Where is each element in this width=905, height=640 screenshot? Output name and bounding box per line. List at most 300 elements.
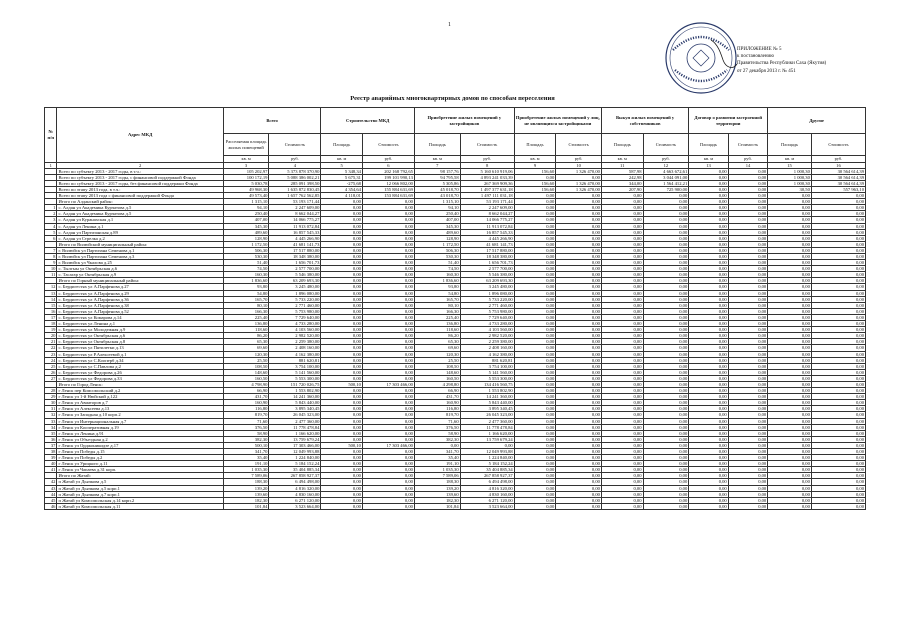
row-value: 1 896 080,00 [460,290,514,296]
row-value: 0,00 [362,418,414,424]
row-value: 0,00 [689,467,728,473]
row-value: 3 523 664,00 [460,503,514,509]
row-value: 0,00 [514,430,556,436]
row-value: 0,00 [556,497,602,503]
row-value: 30 564 614,39 [811,168,865,174]
row-number: 44 [45,491,57,497]
row-value: 0,00 [321,333,363,339]
row-address: г. Вилюйск ул Чкалова д.25 [57,260,223,266]
row-value: 4 445 266,90 [460,235,514,241]
row-value: 0,00 [362,308,414,314]
row-value: 0,00 [728,321,768,327]
row-value: 0,00 [514,241,556,247]
row-address: г Ленск ул Авиаторов д.7 [57,400,223,406]
row-value: 819,70 [223,412,269,418]
page-number: 1 [448,22,451,28]
row-value: 267 858 927,37 [460,473,514,479]
row-value: 5 373 878 370,90 [269,168,321,174]
row-value: 1 635 872 830,45 [269,186,321,192]
row-value: 3 245 480,00 [460,284,514,290]
row-value: 0,00 [362,388,414,394]
row-value: 0,00 [689,260,728,266]
row-value: 0,00 [601,400,643,406]
row-value: 376,50 [223,424,269,430]
row-value: 0,00 [601,467,643,473]
row-value: 136,80 [414,321,460,327]
row-value: 0,00 [689,296,728,302]
row-address: г Ленск ул Кооперативная д.19 [57,424,223,430]
row-value: 0,00 [601,436,643,442]
row-value: 2 247 609,00 [460,205,514,211]
row-value: 0,00 [689,436,728,442]
row-value: 0,00 [321,351,363,357]
approval-line: ПРИЛОЖЕНИЕ № 5 [737,47,782,52]
row-value: 0,00 [556,479,602,485]
row-value: 25,50 [223,357,269,363]
row-value: 0,00 [768,418,812,424]
row-value: 0,00 [321,461,363,467]
row-value: 0,00 [556,302,602,308]
row-value: 0,00 [768,278,812,284]
row-value: 0,00 [601,491,643,497]
row-value: 0,00 [689,430,728,436]
row-value: 0,00 [601,369,643,375]
row-value: 0,00 [601,278,643,284]
row-value: 0,00 [556,394,602,400]
row-value: 0,00 [643,485,689,491]
row-value: 0,00 [514,266,556,272]
row-value: 0,00 [768,296,812,302]
row-value: 202 168 792,65 [362,168,414,174]
row-value: 0,00 [768,260,812,266]
row-value: 0,00 [321,467,363,473]
row-value: 5 184 152,24 [460,461,514,467]
row-value: 116,80 [223,406,269,412]
row-number: 20 [45,333,57,339]
row-value: 2 259 380,00 [269,339,321,345]
row-value: 160,30 [223,272,269,278]
row-number: 46 [45,503,57,509]
row-value: 0,00 [362,284,414,290]
header-other: Другие [768,108,866,134]
row-value: 0,00 [556,241,602,247]
row-value: 0,00 [514,381,556,387]
row-value: 0,00 [643,296,689,302]
row-value: 0,00 [768,223,812,229]
row-value: 0,00 [514,217,556,223]
row-value: 407,00 [414,217,460,223]
row-value: 120,30 [414,351,460,357]
row-value: 0,00 [728,375,768,381]
row-value: 1 224 840,00 [269,455,321,461]
row-value: 0,00 [811,503,865,509]
row-value: 0,00 [643,479,689,485]
row-value: 136,80 [223,321,269,327]
row-value: 0,00 [321,327,363,333]
registry-table [44,107,866,510]
row-value: 191,10 [414,461,460,467]
row-value: 35,40 [223,455,269,461]
row-value: 0,00 [321,412,363,418]
row-value: 0,00 [556,314,602,320]
row-address: с. Алдан ул Академика Курчатова д.5 [57,211,223,217]
row-value: 86,20 [414,333,460,339]
row-value: 0,00 [643,345,689,351]
row-value: 587,98 [601,168,643,174]
row-value: 0,00 [362,375,414,381]
row-value: 0,00 [362,247,414,253]
row-address: г Ленск ул Победы д.15 [57,449,223,455]
row-value: 0,00 [414,442,460,448]
row-number: 10 [45,266,57,272]
row-address: с. Бердигестях ул А.Парфенова д.29 [57,290,223,296]
row-value: 6 271 120,00 [269,497,321,503]
row-value: 0,00 [321,223,363,229]
row-value: 0,00 [514,479,556,485]
row-value: 0,00 [689,388,728,394]
row-value: 0,00 [362,296,414,302]
row-value: 725 900,00 [643,186,689,192]
row-value: 0,00 [728,223,768,229]
header-unit: кв. м [689,156,728,163]
row-value: 0,00 [768,345,812,351]
row-value: 0,00 [768,388,812,394]
row-value: 0,00 [643,363,689,369]
row-value: 101,84 [223,503,269,509]
row-value: 0,00 [362,205,414,211]
row-address: Итого по Алданский район: [57,199,223,205]
row-value: 0,00 [321,308,363,314]
row-value: 0,00 [689,375,728,381]
row-value: 0,00 [514,406,556,412]
row-value: 0,00 [643,339,689,345]
row-value: 0,00 [689,186,728,192]
row-value: 0,00 [321,345,363,351]
row-value: 0,00 [689,333,728,339]
row-value: 0,00 [514,314,556,320]
row-value: 0,00 [811,461,865,467]
row-value: 0,00 [321,266,363,272]
row-value: 86,20 [223,333,269,339]
row-number: 31 [45,406,57,412]
row-value: 0,00 [556,436,602,442]
row-value: 0,00 [362,290,414,296]
header-cost: Стоимость [362,134,414,156]
row-value: 0,00 [811,345,865,351]
row-value: 0,00 [556,193,602,199]
row-value: 0,00 [768,375,812,381]
row-value: 0,00 [556,290,602,296]
row-value: 5 733 220,00 [269,296,321,302]
row-value: 500,10 [321,381,363,387]
row-value: 80,10 [414,302,460,308]
row-value: 0,00 [321,357,363,363]
row-address: с. Алдан ул Академика Курчатова д.5 [57,205,223,211]
row-value: 199 101 990,13 [362,174,414,180]
row-address: г Ленск ул Объездная д.2 [57,436,223,442]
row-value: 341,70 [223,449,269,455]
row-value: 0,00 [768,449,812,455]
row-address: с. Бердигестях ул Ленина д.1 [57,321,223,327]
row-number: 33 [45,418,57,424]
row-address: с. Бердигестях ул А.Парфенова д.36 [57,296,223,302]
row-value: 4 893 241 033,39 [460,174,514,180]
row-value: 0,00 [362,327,414,333]
row-value: 0,00 [728,296,768,302]
row-value: 0,00 [768,266,812,272]
row-value: 0,00 [728,369,768,375]
row-value: 12 049 993,88 [269,449,321,455]
row-value: 0,00 [514,455,556,461]
row-value: 0,00 [689,272,728,278]
row-value: 0,00 [689,321,728,327]
row-value: 30,50 [768,186,812,192]
row-value: 6 494 498,00 [460,479,514,485]
row-value: 35 404 885,34 [269,467,321,473]
row-value: 1 836,60 [414,278,460,284]
row-value: 160,50 [223,375,269,381]
row-value: 0,00 [728,430,768,436]
row-value: 0,00 [601,302,643,308]
row-value: 93,80 [223,284,269,290]
row-value: 530,30 [414,254,460,260]
row-value: 11 778 478,84 [269,424,321,430]
row-address: п Жатай ул Дьячкова д.5 [57,479,223,485]
row-value: 0,00 [514,260,556,266]
row-value: 0,00 [362,345,414,351]
row-value: 0,00 [556,327,602,333]
row-value: 267 369 909,36 [460,180,514,186]
row-value: 53 193 171,44 [269,199,321,205]
row-value: 0,00 [811,290,865,296]
row-address: Итого по Город Ленск: [57,381,223,387]
row-value: 0,00 [643,284,689,290]
row-address: г Ленск ул Орджоникидзе д.17 [57,442,223,448]
row-number: 39 [45,455,57,461]
row-value: 0,00 [643,467,689,473]
row-value: 191,10 [223,461,269,467]
row-value: 4 816 320,00 [269,485,321,491]
row-value: 0,00 [514,211,556,217]
row-value: 49 968,30 [223,186,269,192]
row-value: 0,00 [514,394,556,400]
row-address: г Ленск ул Западная д.10 корп.2 [57,412,223,418]
row-value: 108,50 [223,363,269,369]
row-value: 489,60 [223,229,269,235]
row-value: 0,00 [728,284,768,290]
row-value: 0,00 [362,406,414,412]
row-value: 0,00 [643,381,689,387]
column-number: 9 [514,162,556,168]
row-value: 0,00 [321,369,363,375]
row-value: 0,00 [321,235,363,241]
row-value: 0,00 [362,254,414,260]
row-value: 0,00 [321,455,363,461]
row-address: с. Бердигестях ул Федорова д.26 [57,369,223,375]
row-value: 134 416 560,75 [460,381,514,387]
row-address: г Ленск пер Комсомольский д.2 [57,388,223,394]
row-value: 0,00 [601,381,643,387]
row-value: 0,00 [556,174,602,180]
row-value: 0,00 [556,375,602,381]
row-value: 250,40 [223,211,269,217]
row-address: п Жатай ул Дьячкова д.5 корп.1 [57,485,223,491]
header-unit: кв. м [414,156,460,163]
row-value: 0,00 [601,479,643,485]
row-value: 18 348 380,00 [269,254,321,260]
row-value: 0,00 [811,406,865,412]
row-value: 0,00 [362,412,414,418]
row-value: 3 895 340,45 [460,406,514,412]
header-cost: Стоимость [643,134,689,156]
row-value: 0,00 [728,260,768,266]
row-address: Всего по субъекту 2013 - 2017 годы, в т.ч.: [57,168,223,174]
row-value: 0,00 [556,418,602,424]
header-buyout: Выкуп жилых помещений у собственников [601,108,688,134]
row-value: 151 720 026,75 [269,381,321,387]
row-value: 0,00 [768,473,812,479]
row-value: 0,00 [811,449,865,455]
row-value: 0,00 [321,247,363,253]
row-value: 0,00 [689,449,728,455]
column-number: 3 [223,162,269,168]
row-value: 1 035,30 [223,467,269,473]
row-value: 51,40 [223,260,269,266]
row-value: 0,00 [728,235,768,241]
row-value: 0,00 [728,314,768,320]
row-value: 0,00 [601,345,643,351]
row-value: 0,00 [321,473,363,479]
row-value: 17 303 466,00 [269,442,321,448]
row-value: 0,00 [728,485,768,491]
row-value: 1 000,30 [768,180,812,186]
row-value: 881 620,81 [460,357,514,363]
header-unit: кв. м [768,156,812,163]
document-title: Реестр аварийных многоквартирных домов по способам переселения [350,95,555,102]
row-value: 14 066 775,27 [269,217,321,223]
row-value: 1 224 840,00 [460,455,514,461]
row-value: 0,00 [768,394,812,400]
row-value: 0,00 [811,357,865,363]
row-value: 0,00 [514,400,556,406]
row-value: 0,00 [514,485,556,491]
row-value: 0,00 [728,339,768,345]
row-value: 26 045 323,00 [460,412,514,418]
row-value: 17 517 880,00 [269,247,321,253]
row-value: 0,00 [643,217,689,223]
row-value: 139,20 [414,485,460,491]
row-value: 0,00 [556,406,602,412]
row-value: 0,00 [811,436,865,442]
row-value: 0,00 [768,205,812,211]
row-value: 148,60 [223,369,269,375]
row-value: 0,00 [811,284,865,290]
column-number: 5 [321,162,363,168]
row-value: 0,00 [643,491,689,497]
row-value: 2 408 160,00 [269,345,321,351]
row-value: 0,00 [689,369,728,375]
row-address: п Жатай ул Комсомольская д.11 [57,503,223,509]
row-value: 0,00 [689,247,728,253]
row-value: 0,00 [728,473,768,479]
row-value: 0,00 [768,369,812,375]
row-value: 6 494 498,00 [269,479,321,485]
row-value: 0,00 [811,333,865,339]
row-value: 0,00 [728,345,768,351]
row-value: 530,30 [223,254,269,260]
row-value: 0,00 [556,272,602,278]
row-value: 0,00 [768,436,812,442]
row-value: 0,00 [643,473,689,479]
header-unit: руб. [269,156,321,163]
row-value: 0,00 [728,186,768,192]
row-value: 0,00 [768,503,812,509]
row-value: 0,00 [643,223,689,229]
row-address: Итого по Вилюйский муниципальный район: [57,241,223,247]
row-value: 0,00 [811,235,865,241]
column-number: 13 [689,162,728,168]
row-value: 2 247 609,00 [269,205,321,211]
row-value: 108,50 [414,363,460,369]
row-value: 0,00 [514,284,556,290]
row-value: 0,00 [362,333,414,339]
row-value: 0,00 [362,479,414,485]
row-value: 0,00 [362,302,414,308]
row-value: 4 445 266,90 [269,235,321,241]
header-unit: кв. м [223,156,269,163]
row-value: 0,00 [689,254,728,260]
row-value: 0,00 [556,235,602,241]
row-value: 0,00 [811,485,865,491]
row-value: 500,10 [223,442,269,448]
row-value: 0,00 [811,327,865,333]
row-value: 0,00 [601,205,643,211]
row-value: 0,00 [514,357,556,363]
row-number: 9 [45,260,57,266]
row-value: 69,60 [414,345,460,351]
row-value: 0,00 [321,205,363,211]
row-value: 0,00 [643,278,689,284]
row-address: г Ленск ул Победы д.2 [57,455,223,461]
row-value: 43 018,70 [414,193,460,199]
row-value: 225,40 [414,314,460,320]
row-value: 0,00 [811,479,865,485]
row-number: 12 [45,284,57,290]
header-unit: кв. м [514,156,556,163]
approval-line: от 27 декабря 2013 г. № 451 [737,68,796,74]
row-value: 0,00 [601,375,643,381]
row-address: г Ленск ул Ленина д.91 [57,430,223,436]
row-value: 0,00 [811,217,865,223]
row-value: 8 662 044,27 [269,211,321,217]
row-value: 0,00 [321,260,363,266]
row-value: 148,60 [414,369,460,375]
row-value: 0,00 [556,467,602,473]
row-value: 0,00 [362,217,414,223]
row-value: 0,00 [321,449,363,455]
row-value: 0,00 [514,491,556,497]
row-value: 0,00 [321,406,363,412]
row-value: 16 857 545,33 [269,229,321,235]
row-value: 166,30 [414,308,460,314]
row-value: 0,00 [514,467,556,473]
row-value: 0,00 [514,375,556,381]
row-value: 165,70 [414,296,460,302]
row-value: 0,00 [514,205,556,211]
row-address: с. Бердигестях ул Молодежная д.9 [57,327,223,333]
row-value: 0,00 [556,369,602,375]
row-value: 344,00 [601,180,643,186]
